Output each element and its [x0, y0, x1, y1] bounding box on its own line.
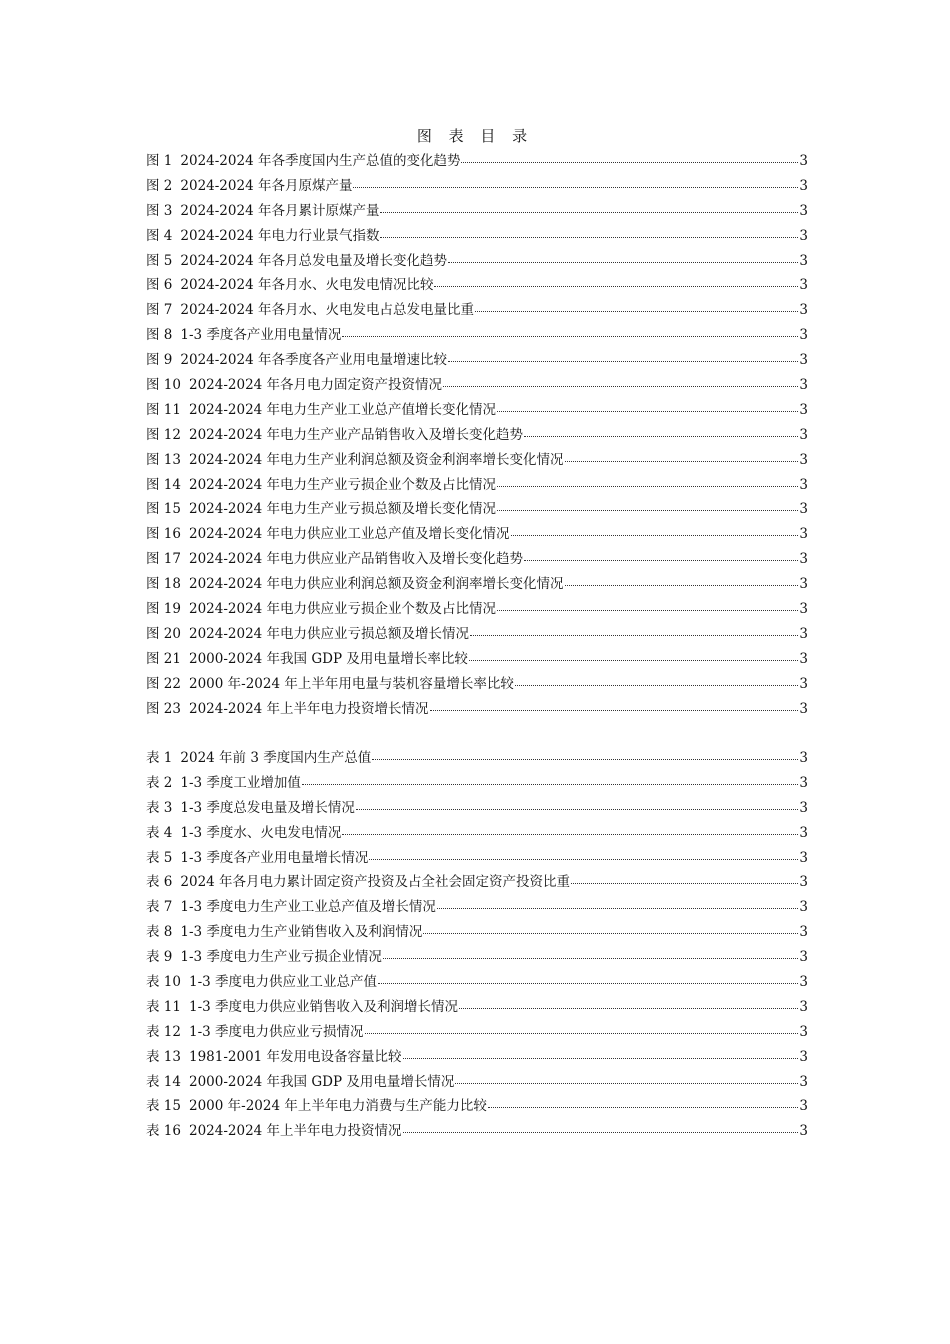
entry-title: 2024-2024 年电力行业景气指数 — [180, 227, 380, 244]
page-number: 3 — [799, 700, 808, 717]
entry-title: 2024-2024 年上半年电力投资情况 — [188, 1123, 402, 1140]
entry-title: 1-3 季度水、火电发电情况 — [180, 824, 342, 841]
dot-leader — [511, 524, 799, 538]
entry-label: 图 20 — [146, 625, 181, 642]
dot-leader — [403, 1121, 799, 1135]
entry-label: 表 5 — [146, 849, 173, 866]
entry-label: 表 12 — [146, 1023, 181, 1040]
page-number: 3 — [799, 202, 808, 219]
table-entry[interactable] — [146, 798, 808, 823]
entry-title: 1-3 季度电力供应业亏损情况 — [188, 1023, 364, 1040]
table-entry[interactable] — [146, 997, 808, 1022]
entry-label: 表 2 — [146, 774, 173, 791]
entry-label: 图 15 — [146, 501, 181, 518]
entry-title: 1-3 季度电力生产业亏损企业情况 — [180, 949, 382, 966]
page-number: 3 — [799, 949, 808, 966]
entry-title: 2024-2024 年各月水、火电发电情况比较 — [180, 277, 434, 294]
table-entry[interactable] — [146, 823, 808, 848]
entry-label: 图 6 — [146, 277, 173, 294]
entry-label: 图 14 — [146, 476, 181, 493]
page-number: 3 — [799, 451, 808, 468]
entry-title: 1-3 季度工业增加值 — [180, 774, 301, 791]
dot-leader — [448, 350, 798, 364]
page-number: 3 — [799, 974, 808, 991]
dot-leader — [443, 375, 798, 389]
entry-title: 2024-2024 年电力供应业工业总产值及增长变化情况 — [188, 526, 510, 543]
entry-title: 1-3 季度各产业用电量情况 — [180, 327, 342, 344]
page-number: 3 — [799, 1123, 808, 1140]
dot-leader — [365, 1022, 799, 1036]
entry-label: 图 4 — [146, 227, 173, 244]
page-number: 3 — [799, 153, 808, 169]
entry-label: 图 12 — [146, 426, 181, 443]
dot-leader — [430, 699, 799, 713]
entry-label: 表 6 — [146, 874, 173, 891]
figure-list — [146, 151, 808, 723]
dot-leader — [497, 475, 798, 489]
entry-label: 图 18 — [146, 576, 181, 593]
dot-leader — [448, 251, 798, 265]
figure-entry[interactable] — [146, 524, 808, 549]
page-number: 3 — [799, 352, 808, 369]
figure-entry[interactable] — [146, 300, 808, 325]
dot-leader — [469, 649, 799, 663]
entry-label: 图 2 — [146, 177, 173, 194]
entry-label: 表 16 — [146, 1123, 181, 1140]
dot-leader — [403, 1047, 799, 1061]
entry-title: 2024-2024 年电力生产业工业总产值增长变化情况 — [188, 401, 497, 418]
page-number: 3 — [799, 1073, 808, 1090]
entry-label: 图 23 — [146, 700, 181, 717]
figure-entry[interactable] — [146, 649, 808, 674]
page-number: 3 — [799, 302, 808, 319]
dot-leader — [497, 599, 798, 613]
page-number: 3 — [799, 401, 808, 418]
figure-entry[interactable] — [146, 350, 808, 375]
dot-leader — [524, 549, 798, 563]
page-number: 3 — [799, 1023, 808, 1040]
table-entry[interactable] — [146, 773, 808, 798]
dot-leader — [353, 176, 798, 190]
page-number: 3 — [799, 824, 808, 841]
figure-entry[interactable] — [146, 499, 808, 524]
figure-entry[interactable] — [146, 674, 808, 699]
entry-title: 2000-2024 年我国 GDP 及用电量增长情况 — [188, 1073, 455, 1090]
dot-leader — [459, 997, 798, 1011]
entry-label: 表 10 — [146, 974, 181, 991]
entry-title: 2024-2024 年电力供应业亏损企业个数及占比情况 — [188, 601, 497, 618]
page-number: 3 — [799, 899, 808, 916]
figure-entry[interactable] — [146, 275, 808, 300]
entry-title: 2024-2024 年电力生产业产品销售收入及增长变化趋势 — [188, 426, 524, 443]
figure-entry[interactable] — [146, 599, 808, 624]
entry-title: 2024-2024 年各月累计原煤产量 — [180, 202, 380, 219]
page-number: 3 — [799, 874, 808, 891]
entry-title: 2024-2024 年电力供应业利润总额及资金利润率增长变化情况 — [188, 576, 564, 593]
dot-leader — [524, 425, 798, 439]
entry-title: 1-3 季度电力生产业工业总产值及增长情况 — [180, 899, 436, 916]
entry-title: 2024-2024 年电力供应业产品销售收入及增长变化趋势 — [188, 551, 524, 568]
entry-title: 2024-2024 年各月水、火电发电占总发电量比重 — [180, 302, 474, 319]
page-number: 3 — [799, 426, 808, 443]
page-number: 3 — [799, 1098, 808, 1115]
table-entry[interactable] — [146, 1022, 808, 1047]
figure-entry[interactable] — [146, 624, 808, 649]
page-number: 3 — [799, 476, 808, 493]
entry-title: 2024-2024 年电力生产业亏损总额及增长变化情况 — [188, 501, 497, 518]
page-number: 3 — [799, 799, 808, 816]
dot-leader — [461, 151, 798, 165]
page-number: 3 — [799, 177, 808, 194]
page-number: 3 — [799, 750, 808, 766]
dot-leader — [515, 674, 799, 688]
table-entry[interactable] — [146, 897, 808, 922]
entry-label: 表 13 — [146, 1048, 181, 1065]
page-number: 3 — [799, 625, 808, 642]
entry-title: 1981-2001 年发用电设备容量比较 — [188, 1048, 402, 1065]
page-number: 3 — [799, 998, 808, 1015]
entry-label: 表 1 — [146, 750, 173, 766]
dot-leader — [455, 1072, 798, 1086]
entry-label: 图 9 — [146, 352, 173, 369]
table-entry[interactable] — [146, 872, 808, 897]
page-number: 3 — [799, 576, 808, 593]
entry-label: 表 8 — [146, 924, 173, 941]
entry-title: 1-3 季度各产业用电量增长情况 — [180, 849, 369, 866]
entry-title: 2024-2024 年电力生产业亏损企业个数及占比情况 — [188, 476, 497, 493]
table-entry[interactable] — [146, 922, 808, 947]
dot-leader — [437, 897, 798, 911]
entry-title: 2024-2024 年各月原煤产量 — [180, 177, 353, 194]
page-number: 3 — [799, 501, 808, 518]
dot-leader — [470, 624, 798, 638]
figure-entry[interactable] — [146, 151, 808, 176]
page-number: 3 — [799, 551, 808, 568]
page-number: 3 — [799, 675, 808, 692]
table-entry[interactable] — [146, 1121, 808, 1146]
page-number: 3 — [799, 526, 808, 543]
entry-title: 2000 年-2024 年上半年电力消费与生产能力比较 — [188, 1098, 487, 1115]
entry-label: 表 15 — [146, 1098, 181, 1115]
dot-leader — [372, 748, 798, 762]
entry-label: 图 22 — [146, 675, 181, 692]
entry-label: 图 3 — [146, 202, 173, 219]
dot-leader — [380, 226, 798, 240]
entry-label: 图 17 — [146, 551, 181, 568]
entry-title: 1-3 季度电力生产业销售收入及利润情况 — [180, 924, 423, 941]
entry-label: 表 3 — [146, 799, 173, 816]
page-number: 3 — [799, 252, 808, 269]
page-number: 3 — [799, 327, 808, 344]
dot-leader — [475, 300, 798, 314]
dot-leader — [302, 773, 798, 787]
entry-title: 2024 年前 3 季度国内生产总值 — [180, 750, 372, 766]
table-entry[interactable] — [146, 1096, 808, 1121]
dot-leader — [488, 1096, 799, 1110]
page-number: 3 — [799, 227, 808, 244]
dot-leader — [434, 275, 798, 289]
entry-label: 图 21 — [146, 650, 181, 667]
entry-title: 2024-2024 年电力供应业亏损总额及增长情况 — [188, 625, 470, 642]
page-number: 3 — [799, 849, 808, 866]
page-number: 3 — [799, 277, 808, 294]
figure-entry[interactable] — [146, 176, 808, 201]
toc-title: 图 表 目 录 — [416, 127, 534, 145]
dot-leader — [565, 574, 799, 588]
entry-title: 2000-2024 年我国 GDP 及用电量增长率比较 — [188, 650, 468, 667]
entry-label: 表 9 — [146, 949, 173, 966]
entry-label: 图 16 — [146, 526, 181, 543]
table-entry[interactable] — [146, 972, 808, 997]
dot-leader — [383, 947, 798, 961]
entry-label: 表 14 — [146, 1073, 181, 1090]
figure-entry[interactable] — [146, 549, 808, 574]
entry-title: 2024-2024 年各月总发电量及增长变化趋势 — [180, 252, 447, 269]
dot-leader — [342, 325, 798, 339]
dot-leader — [565, 450, 799, 464]
dot-leader — [423, 922, 798, 936]
table-entry[interactable] — [146, 1047, 808, 1072]
table-entry[interactable] — [146, 947, 808, 972]
entry-label: 图 8 — [146, 327, 173, 344]
page-number: 3 — [799, 774, 808, 791]
figure-entry[interactable] — [146, 574, 808, 599]
entry-label: 表 11 — [146, 998, 181, 1015]
figure-entry[interactable] — [146, 375, 808, 400]
entry-label: 图 10 — [146, 377, 181, 394]
page-number: 3 — [799, 924, 808, 941]
entry-label: 表 7 — [146, 899, 173, 916]
figure-entry[interactable] — [146, 251, 808, 276]
figure-entry[interactable] — [146, 425, 808, 450]
figure-entry[interactable] — [146, 226, 808, 251]
table-entry[interactable] — [146, 848, 808, 873]
entry-label: 图 13 — [146, 451, 181, 468]
dot-leader — [342, 823, 798, 837]
dot-leader — [378, 972, 798, 986]
figure-entry[interactable] — [146, 699, 808, 724]
entry-label: 图 19 — [146, 601, 181, 618]
entry-label: 图 5 — [146, 252, 173, 269]
entry-title: 2024-2024 年上半年电力投资增长情况 — [188, 700, 429, 717]
entry-label: 图 1 — [146, 153, 173, 169]
entry-title: 2024-2024 年电力生产业利润总额及资金利润率增长变化情况 — [188, 451, 564, 468]
entry-title: 1-3 季度电力供应业工业总产值 — [188, 974, 378, 991]
dot-leader — [380, 201, 798, 215]
figure-entry[interactable] — [146, 325, 808, 350]
dot-leader — [356, 798, 798, 812]
figure-entry[interactable] — [146, 450, 808, 475]
page-number: 3 — [799, 377, 808, 394]
table-entry[interactable] — [146, 748, 808, 773]
entry-title: 1-3 季度总发电量及增长情况 — [180, 799, 355, 816]
entry-title: 2024 年各月电力累计固定资产投资及占全社会固定资产投资比重 — [180, 874, 571, 891]
dot-leader — [571, 872, 798, 886]
entry-title: 2024-2024 年各季度国内生产总值的变化趋势 — [180, 153, 461, 169]
page-number: 3 — [799, 601, 808, 618]
entry-title: 2000 年-2024 年上半年用电量与装机容量增长率比较 — [188, 675, 514, 692]
figure-entry[interactable] — [146, 400, 808, 425]
entry-label: 图 7 — [146, 302, 173, 319]
page-number: 3 — [799, 650, 808, 667]
table-entry[interactable] — [146, 1072, 808, 1097]
figure-entry[interactable] — [146, 475, 808, 500]
dot-leader — [497, 499, 798, 513]
figure-entry[interactable] — [146, 201, 808, 226]
entry-title: 2024-2024 年各季度各产业用电量增速比较 — [180, 352, 447, 369]
table-list — [146, 748, 808, 1146]
dot-leader — [369, 848, 798, 862]
entry-label: 表 4 — [146, 824, 173, 841]
entry-title: 2024-2024 年各月电力固定资产投资情况 — [188, 377, 443, 394]
entry-label: 图 11 — [146, 401, 181, 418]
entry-title: 1-3 季度电力供应业销售收入及利润增长情况 — [188, 998, 459, 1015]
page-number: 3 — [799, 1048, 808, 1065]
dot-leader — [497, 400, 798, 414]
